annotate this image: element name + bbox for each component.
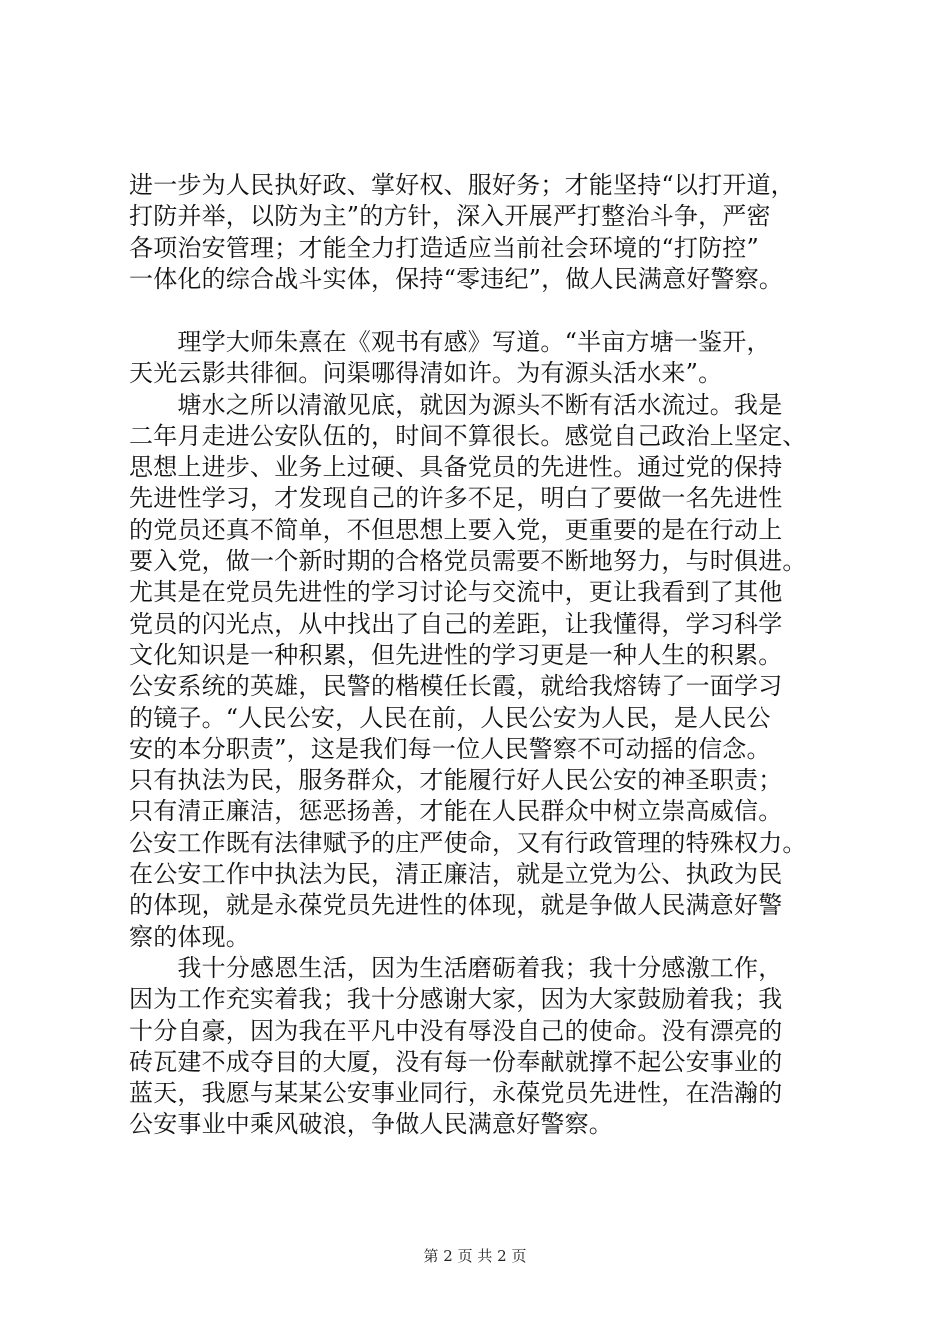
text-line: 因为工作充实着我；我十分感谢大家，因为大家鼓励着我；我 — [129, 985, 783, 1014]
text-line: 进一步为人民执好政、掌好权、服好务；才能坚持“以打开道， — [129, 171, 795, 199]
text-line: 要入党，做一个新时期的合格党员需要不断地努力，与时俱进。 — [129, 547, 807, 576]
text-line: 的体现，就是永葆党员先进性的体现，就是争做人民满意好警 — [129, 891, 783, 920]
text-line: 的镜子。“人民公安，人民在前，人民公安为人民，是人民公 — [129, 703, 771, 732]
text-line: 尤其是在党员先进性的学习讨论与交流中，更让我看到了其他 — [129, 578, 783, 607]
text-line: 二年月走进公安队伍的，时间不算很长。感觉自己政治上坚定、 — [129, 421, 807, 450]
text-line: 文化知识是一种积累，但先进性的学习更是一种人生的积累。 — [129, 640, 783, 669]
text-line: 只有执法为民，服务群众，才能履行好人民公安的神圣职责； — [129, 766, 783, 795]
text-line: 安的本分职责”，这是我们每一位人民警察不可动摇的信念。 — [129, 734, 771, 763]
text-line: 在公安工作中执法为民，清正廉洁，就是立党为公、执政为民 — [129, 860, 783, 889]
text-line: 蓝天，我愿与某某公安事业同行，永葆党员先进性，在浩瀚的 — [129, 1079, 783, 1108]
text-line: 思想上进步、业务上过硬、具备党员的先进性。通过党的保持 — [129, 453, 783, 482]
paragraph-block-main — [129, 327, 829, 1141]
text-line: 砖瓦建不成夺目的大厦，没有每一份奉献就撑不起公安事业的 — [129, 1047, 783, 1076]
text-line: 公安系统的英雄，民警的楷模任长霞，就给我熔铸了一面学习 — [129, 672, 783, 701]
text-line: 公安事业中乘风破浪，争做人民满意好警察。 — [129, 1110, 613, 1139]
page-number-footer: 第 2 页 共 2 页 — [423, 1247, 527, 1265]
text-line: 只有清正廉洁，惩恶扬善，才能在人民群众中树立崇高威信。 — [129, 797, 783, 826]
text-line: 公安工作既有法律赋予的庄严使命，又有行政管理的特殊权力。 — [129, 828, 807, 857]
text-line: 各项治安管理；才能全力打造适应当前社会环境的“打防控” — [129, 233, 759, 262]
text-line: 天光云影共徘徊。问渠哪得清如许。为有源头活水来”。 — [129, 359, 723, 388]
paragraph-block-top — [129, 170, 829, 295]
text-line: 十分自豪，因为我在平凡中没有辱没自己的使命。没有漂亮的 — [129, 1016, 783, 1045]
text-line: 一体化的综合战斗实体，保持“零违纪”，做人民满意好警察。 — [129, 264, 784, 293]
text-line: 的党员还真不简单，不但思想上要入党，更重要的是在行动上 — [129, 515, 783, 544]
text-line: 我十分感恩生活，因为生活磨砺着我；我十分感激工作， — [129, 953, 783, 982]
text-line: 理学大师朱熹在《观书有感》写道。“半亩方塘一鉴开， — [129, 328, 771, 356]
text-line: 党员的闪光点，从中找出了自己的差距，让我懂得，学习科学 — [129, 609, 783, 638]
text-line: 先进性学习，才发现自己的许多不足，明白了要做一名先进性 — [129, 484, 783, 513]
text-line: 打防并举，以防为主”的方针，深入开展严打整治斗争，严密 — [129, 202, 771, 231]
text-line: 塘水之所以清澈见底，就因为源头不断有活水流过。我是 — [129, 390, 783, 419]
text-line: 察的体现。 — [129, 922, 250, 951]
